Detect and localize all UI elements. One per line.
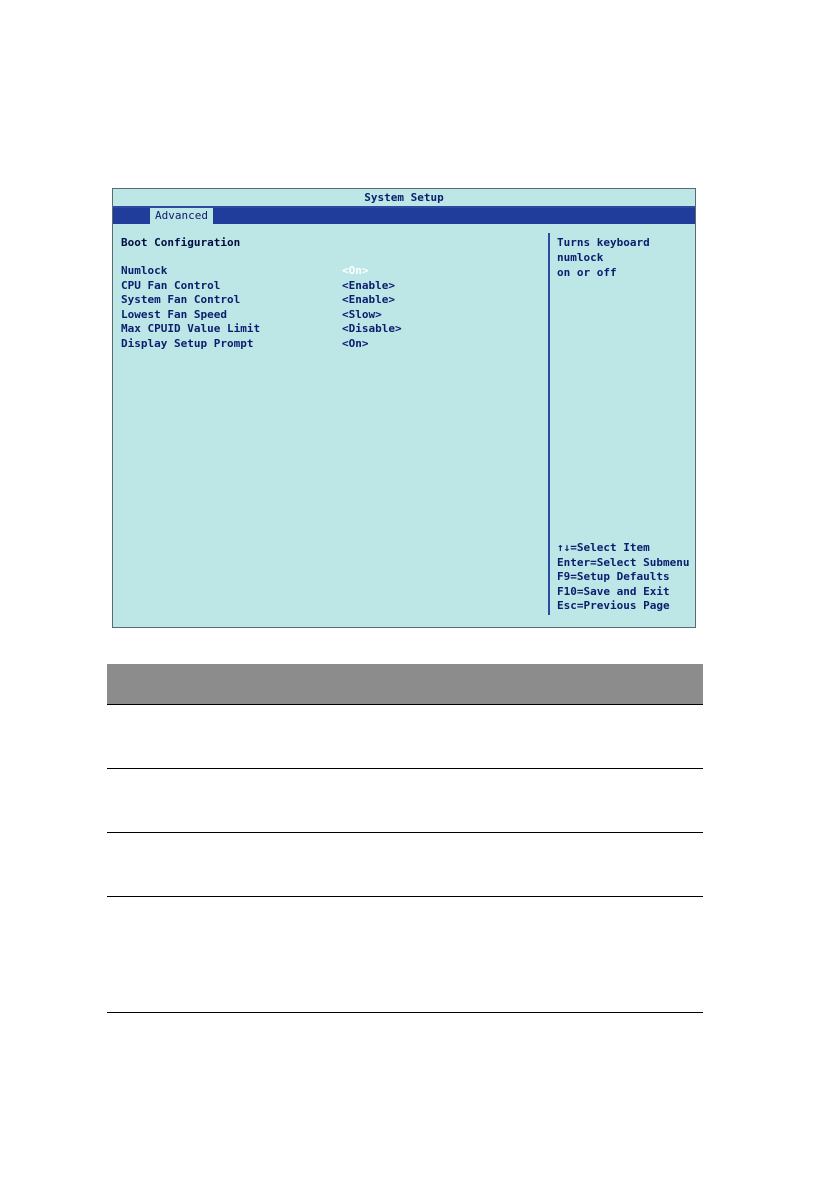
table-header [107,664,703,705]
option-label: Max CPUID Value Limit [121,322,261,336]
option-cpu-fan-control[interactable] [121,279,541,294]
option-value[interactable]: <On> [342,264,369,277]
options-panel [121,235,541,352]
option-label: Numlock [121,264,168,277]
section-title: Boot Configuration [121,236,241,249]
key-help-line: ↑↓=Select Item [557,541,650,554]
key-help-line: F10=Save and Exit [557,584,670,598]
option-lowest-fan-speed[interactable] [121,308,541,323]
key-help-legend [557,541,689,614]
option-label: CPU Fan Control [121,278,221,292]
table-row [107,897,703,1013]
table-row [107,769,703,833]
option-value[interactable]: <On> [342,336,369,350]
key-help-line: Esc=Previous Page [557,599,670,613]
option-value[interactable]: <Slow> [342,307,382,321]
tab-bar [113,208,695,224]
option-system-fan-control[interactable] [121,293,541,308]
bios-setup-screen [112,188,696,628]
settings-description-table [107,664,703,1013]
option-value[interactable]: <Enable> [342,293,395,307]
option-numlock[interactable] [121,264,541,279]
option-value[interactable]: <Disable> [342,322,402,336]
window-title: System Setup [113,189,695,208]
option-max-cpuid-value-limit[interactable] [121,322,541,337]
option-list [121,264,541,352]
panel-divider [548,233,550,615]
key-help-line: F9=Setup Defaults [557,570,670,584]
tab-advanced[interactable]: Advanced [150,208,213,224]
table-row [107,833,703,897]
option-label: System Fan Control [121,293,241,307]
key-help-line: Enter=Select Submenu [557,555,690,569]
option-display-setup-prompt[interactable] [121,337,541,352]
option-value[interactable]: <Enable> [342,278,395,292]
option-label: Lowest Fan Speed [121,307,227,321]
table-row [107,705,703,769]
option-label: Display Setup Prompt [121,336,254,350]
item-help-text: Turns keyboard numlock on or off [557,236,650,279]
